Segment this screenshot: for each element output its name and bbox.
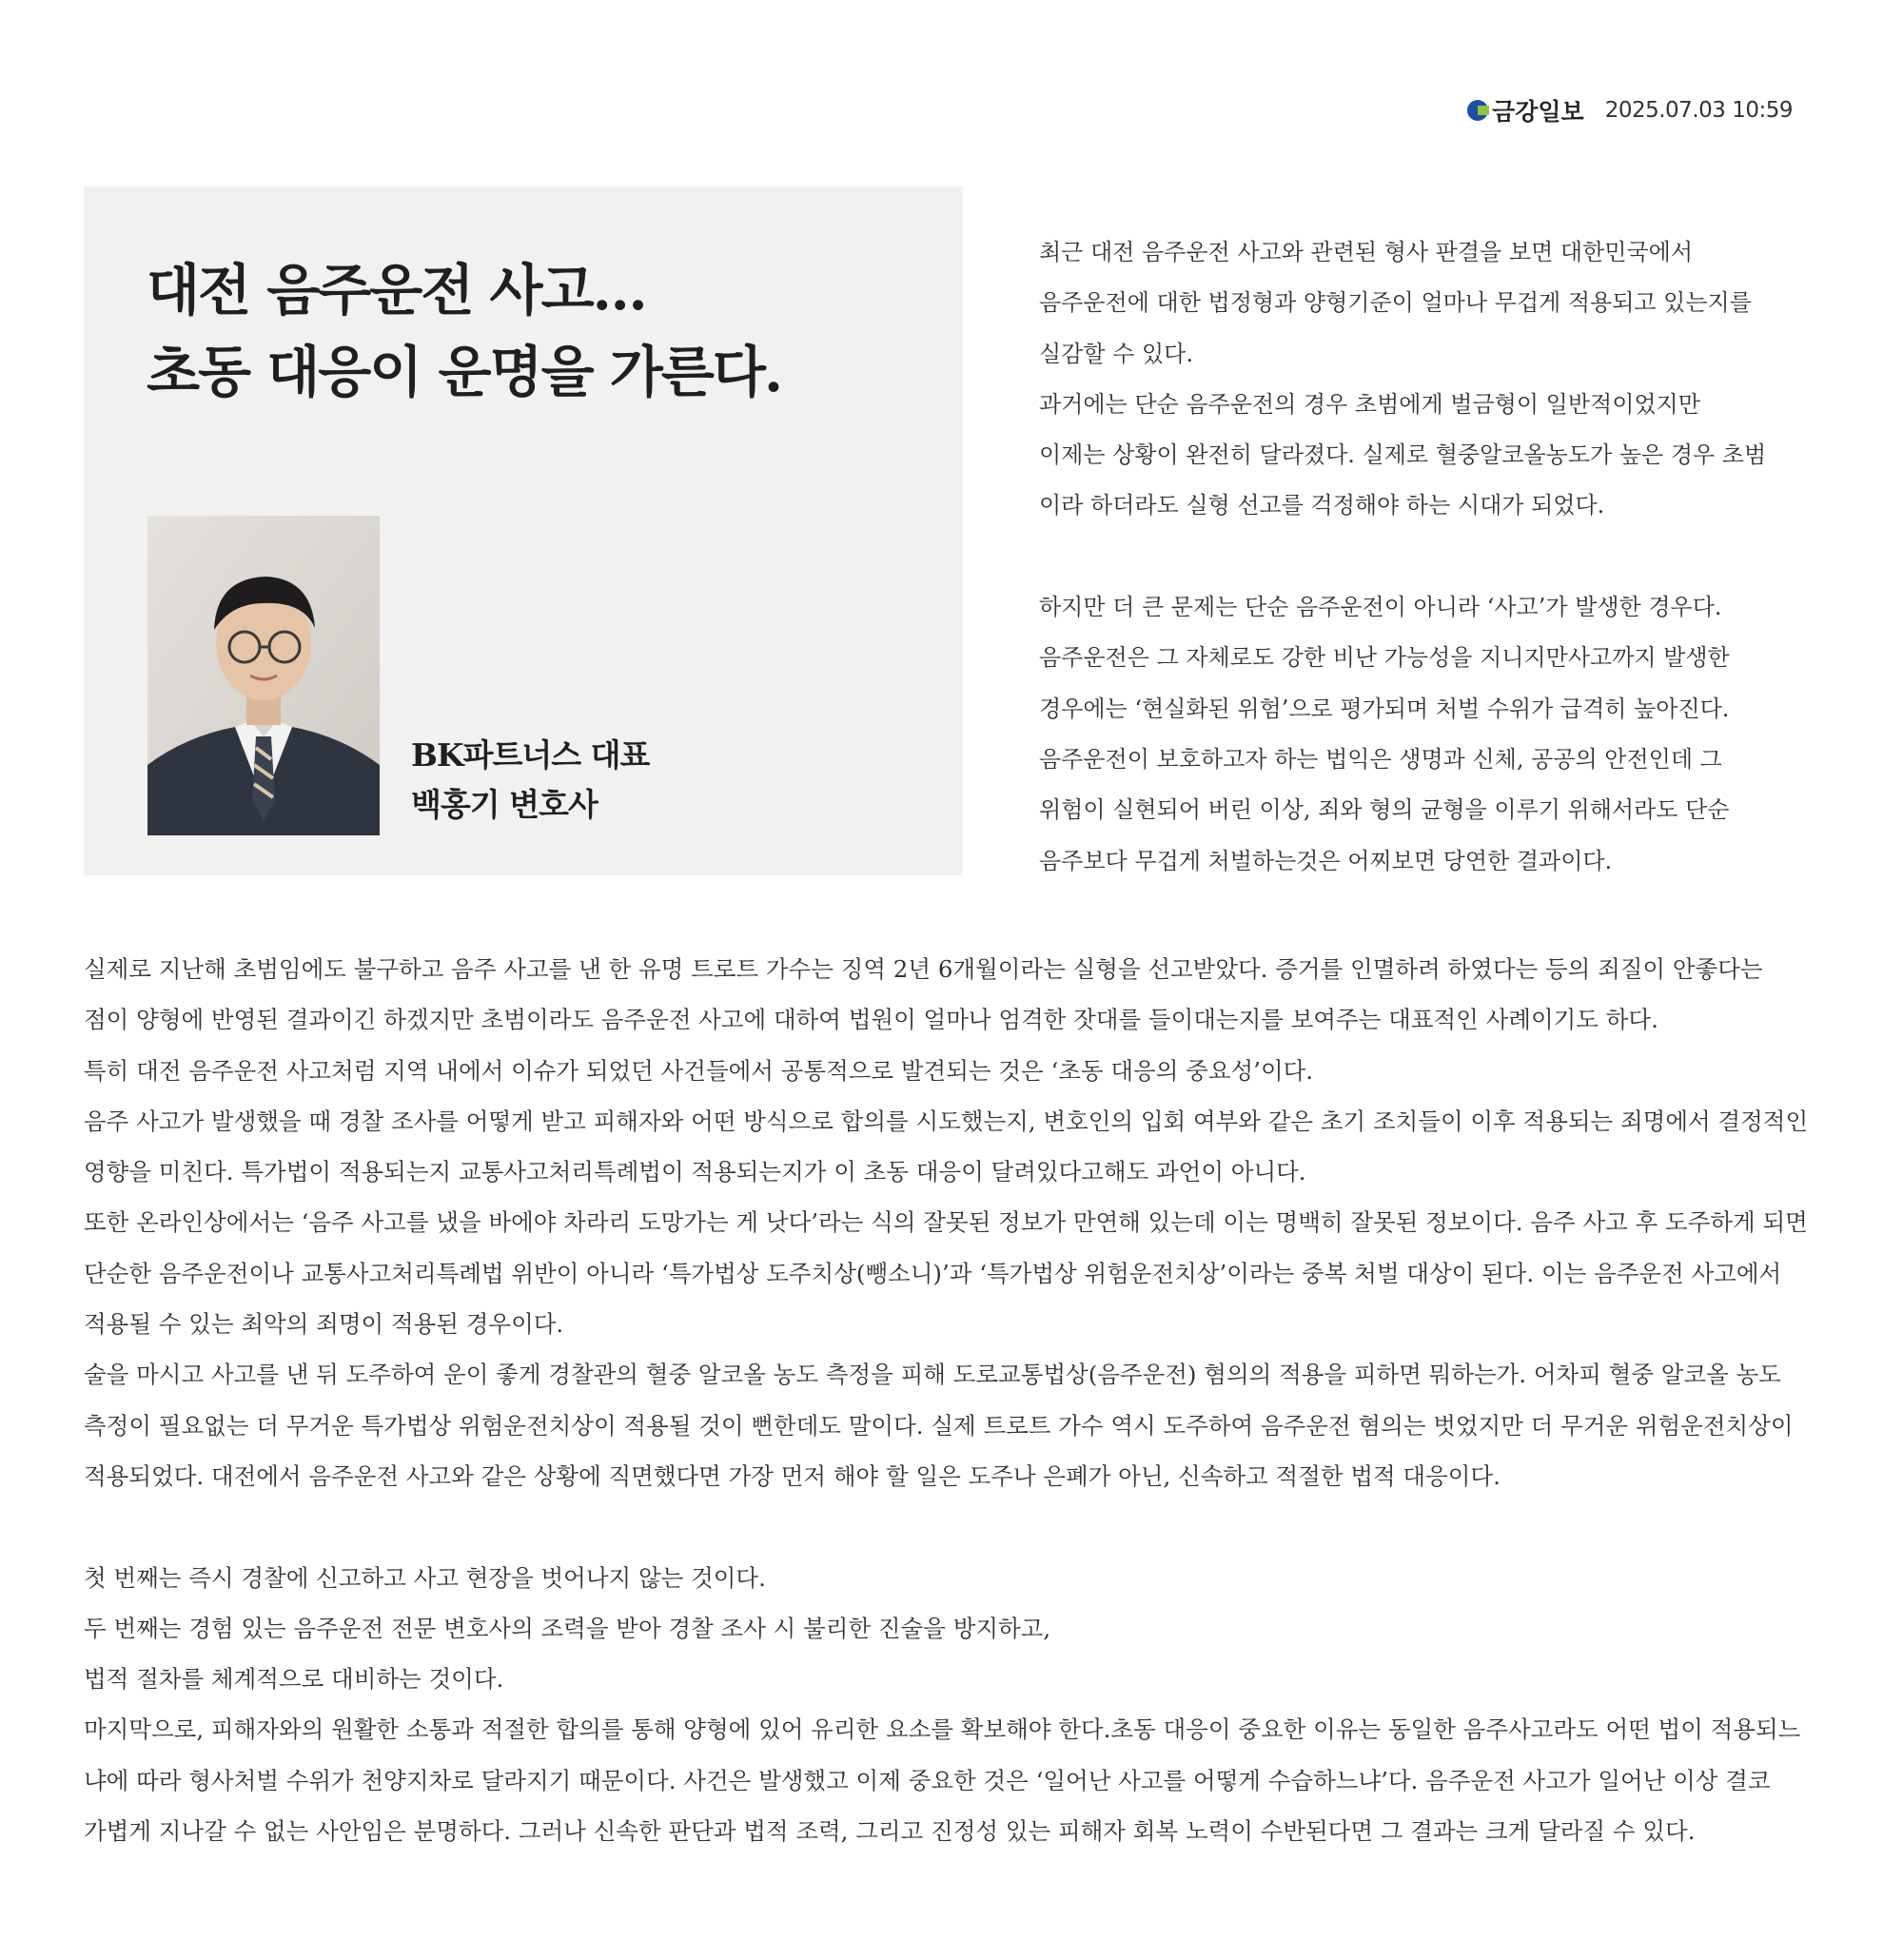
body-line: 음주 사고가 발생했을 때 경찰 조사를 어떻게 받고 피해자와 어떤 방식으로 합의를 시도했는지, 변호인의 입회 여부와 같은 초기 조치들이 이후 적용되는 죄명에서 결정적인 [84,1107,1809,1135]
body-line: 첫 번째는 즉시 경찰에 신고하고 사고 현장을 벗어나지 않는 것이다. [84,1563,766,1592]
intro-line: 최근 대전 음주운전 사고와 관련된 형사 판결을 보면 대한민국에서 [1039,239,1693,265]
author-name: 백홍기 변호사 [411,786,598,823]
body-line: 또한 온라인상에서는 ‘음주 사고를 냈을 바에야 차라리 도망가는 게 낫다’라는 식의 잘못된 정보가 만연해 있는데 이는 명백히 잘못된 정보이다. 음주 사고 후 도주하게 되면 [84,1208,1808,1237]
newspaper-logo [1467,93,1584,127]
author-affiliation: BK파트너스 대표 [411,736,650,774]
body-line: 법적 절차를 체계적으로 대비하는 것이다. [84,1665,504,1694]
intro-line: 실감할 수 있다. [1039,340,1193,367]
body-line: 술을 마시고 사고를 낸 뒤 도주하여 운이 좋게 경찰관의 혈중 알코올 농도 측정을 피해 도로교통법상(음주운전) 혐의의 적용을 피하면 뭐하는가. 어차피 혈중 알코올 농도 [84,1361,1781,1389]
headline [147,249,781,413]
intro-line: 음주운전에 대한 법정형과 양형기준이 얼마나 무겁게 적용되고 있는지를 [1039,289,1752,317]
body-line: 영향을 미친다. 특가법이 적용되는지 교통사고처리특례법이 적용되는지가 이 초동 대응이 달려있다고해도 과언이 아니다. [84,1158,1306,1186]
body-line: 적용될 수 있는 최악의 죄명이 적용된 경우이다. [84,1310,564,1339]
body-line: 마지막으로, 피해자와의 원활한 소통과 적절한 합의를 통해 양형에 있어 유리한 요소를 확보해야 한다.초동 대응이 중요한 이유는 동일한 음주사고라도 어떤 법이 적용되느 [84,1715,1801,1744]
intro-line: 과거에는 단순 음주운전의 경우 초범에게 벌금형이 일반적이었지만 [1039,390,1700,418]
body-line: 두 번째는 경험 있는 음주운전 전문 변호사의 조력을 받아 경찰 조사 시 불리한 진술을 방지하고, [84,1614,1051,1642]
intro-line: 경우에는 ‘현실화된 위험’으로 평가되며 처벌 수위가 급격히 높아진다. [1039,695,1730,722]
intro-line: 이제는 상황이 완전히 달라졌다. 실제로 혈중알코올농도가 높은 경우 초범 [1039,441,1767,469]
author-portrait-illustration [147,516,380,835]
article-body [84,944,1854,1856]
intro-line: 위험이 실현되어 버린 이상, 죄와 형의 균형을 이루기 위해서라도 단순 [1039,796,1730,824]
masthead [1467,93,1793,127]
body-line: 측정이 필요없는 더 무거운 특가법상 위험운전치상이 적용될 것이 뻔한데도 말이다. 실제 트로트 가수 역시 도주하여 음주운전 혐의는 벗었지만 더 무거운 위험운전치상이 [84,1411,1794,1440]
intro-line: 이라 하더라도 실형 선고를 걱정해야 하는 시대가 되었다. [1039,492,1605,519]
intro-line: 음주보다 무겁게 처벌하는것은 어찌보면 당연한 결과이다. [1039,847,1613,874]
headline-line-1: 대전 음주운전 사고… [147,258,646,323]
body-line: 단순한 음주운전이나 교통사고처리특례법 위반이 아니라 ‘특가법상 도주치상(뺑소니)’과 ‘특가법상 위험운전치상’이라는 중복 처벌 대상이 된다. 이는 음주운전 사고에서 [84,1259,1782,1287]
headline-card [84,186,963,875]
intro-line: 음주운전은 그 자체로도 강한 비난 가능성을 지니지만사고까지 발생한 [1039,644,1730,672]
g-logo-icon [1467,100,1488,121]
body-line: 가볍게 지나갈 수 없는 사안임은 분명하다. 그러나 신속한 판단과 법적 조력, 그리고 진정성 있는 피해자 회복 노력이 수반된다면 그 결과는 크게 달라질 수 있다. [84,1817,1696,1846]
intro-line: 음주운전이 보호하고자 하는 법익은 생명과 신체, 공공의 안전인데 그 [1039,745,1722,773]
body-line: 특히 대전 음주운전 사고처럼 지역 내에서 이슈가 되었던 사건들에서 공통적으로 발견되는 것은 ‘초동 대응의 중요성’이다. [84,1056,1314,1085]
author-photo [147,516,380,835]
body-line: 적용되었다. 대전에서 음주운전 사고와 같은 상황에 직면했다면 가장 먼저 해야 할 일은 도주나 은폐가 아닌, 신속하고 적절한 법적 대응이다. [84,1461,1501,1490]
body-line: 실제로 지난해 초범임에도 불구하고 음주 사고를 낸 한 유명 트로트 가수는 징역 2년 6개월이라는 실형을 선고받았다. 증거를 인멸하려 하였다는 등의 죄질이 안좋다는 [84,955,1763,983]
intro-line: 하지만 더 큰 문제는 단순 음주운전이 아니라 ‘사고’가 발생한 경우다. [1039,594,1722,621]
headline-line-2: 초동 대응이 운명을 가른다. [147,340,782,404]
body-line: 냐에 따라 형사처벌 수위가 천양지차로 달라지기 때문이다. 사건은 발생했고 이제 중요한 것은 ‘일어난 사고를 어떻게 수습하느냐’다. 음주운전 사고가 일어난 이상 결코 [84,1766,1771,1794]
logo-text: 금강일보 [1492,98,1584,126]
publish-datetime: 2025.07.03 10:59 [1604,98,1793,123]
author-byline [411,731,649,830]
intro-column [1039,227,1857,887]
body-line: 점이 양형에 반영된 결과이긴 하겠지만 초범이라도 음주운전 사고에 대하여 법원이 얼마나 엄격한 잣대를 들이대는지를 보여주는 대표적인 사례이기도 하다. [84,1006,1658,1034]
